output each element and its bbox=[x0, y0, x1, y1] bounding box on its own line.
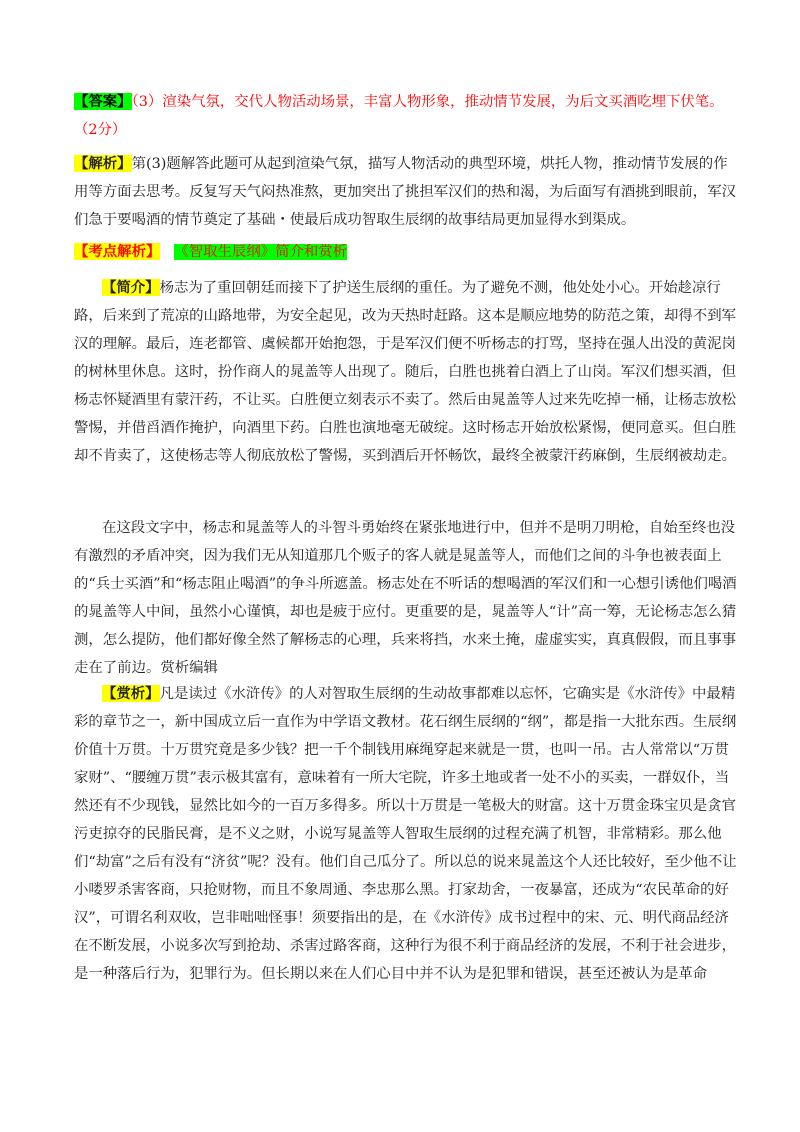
analysis-paragraph bbox=[74, 150, 738, 234]
intro-paragraph bbox=[74, 274, 738, 470]
appreciation-paragraph bbox=[74, 680, 738, 988]
answer-text: （3）渲染气氛，交代人物活动场景，丰富人物形象，推动情节发展，为后文买酒吃埋下伏笔。（2分） bbox=[74, 94, 724, 138]
analysis-text: 第(3)题解答此题可从起到渲染气氛，描写人物活动的典型环境，烘托人物，推动情节发展的作用等方面去思考。反复写天气闷热准熬，更加突出了挑担军汉们的热和渴，为后面写有酒挑到眼前，军汉们急于要喝酒的情节奠定了基础・使最后成功智取生辰纲的故事结局更加显得水到渠成。 bbox=[74, 156, 736, 228]
para2-text: 在这段文字中，杨志和晁盖等人的斗智斗勇始终在紧张地进行中，但并不是明刀明枪，自始至终也没有激烈的矛盾冲突，因为我们无从知道那几个贩子的客人就是晁盖等人，而他们之间的斗争也被表面上的“兵士买酒”和“杨志阻止喝酒”的争斗所遮盖。杨志处在不听话的想喝酒的军汉们和一心想引诱他们喝酒的晁盖等人中间，虽然小心谨慎，却也是疲于应付。更重要的是，晁盖等人“计”高一筹，无论杨志怎么猜测，怎么提防，他们都好像全然了解杨志的心理，兵来将挡，水来土掩，虚虚实实，真真假假，而且事事走在了前边。赏析编辑 bbox=[74, 520, 737, 676]
intro-text: 杨志为了重回朝廷而接下了护送生辰纲的重任。为了避免不测，他处处小心。开始趁凉行路，后来到了荒凉的山路地带，为安全起见，改为天热时赶路。这本是顺应地势的防范之策，却得不到军汉的理解。最后，连老都管、虞候都开始抱怨，于是军汉们便不听杨志的打骂，坚持在强人出没的黄泥岗的树林里休息。这时，扮作商人的晁盖等人出现了。随后，白胜也挑着白酒上了山岗。军汉们想买酒，但杨志怀疑酒里有蒙汗药，不让买。白胜便立刻表示不卖了。然后由晁盖等人过来先吃掉一桶，让杨志放松警惕，并借舀酒作掩护，向酒里下药。白胜也演地毫无破绽。这时杨志开始放松紧惕，便同意买。但白胜却不肯卖了，这使杨志等人彻底放松了警惕，买到酒后开怀畅饮，最终全被蒙汗药麻倒，生辰纲被劫走。 bbox=[74, 280, 736, 464]
analysis-body-paragraph bbox=[74, 514, 738, 682]
intro-tag: 【简介】 bbox=[102, 279, 160, 296]
kaodian-heading bbox=[74, 238, 738, 266]
kaodian-tag: 【考点解析】 bbox=[74, 243, 161, 260]
appreciation-text: 凡是读过《水浒传》的人对智取生辰纲的生动故事都难以忘怀，它确实是《水浒传》中最精彩的章节之一，新中国成立后一直作为中学语文教材。花石纲生辰纲的“纲”，都是指一大批东西。生辰纲价值十万贯。十万贯究竟是多少钱？把一千个制钱用麻绳穿起来就是一贯，也叫一吊。古人常常以“万贯家财”、“腰缠万贯”表示极其富有，意味着有一所大宅院，许多土地或者一处不小的买卖，一群奴仆，当然还有不少现钱，显然比如今的一百万多得多。所以十万贯是一笔极大的财富。这十万贯金珠宝贝是贪官污吏掠夺的民脂民膏，是不义之财，小说写晁盖等人智取生辰纲的过程充满了机智，非常精彩。那么他们“劫富”之后有没有“济贫”呢？没有。他们自己瓜分了。所以总的说来晁盖这个人还比较好，至少他不让小喽罗杀害客商，只抢财物，而且不象周通、李忠那么黑。打家劫舍，一夜暴富，还成为“农民革命的好汉”，可谓名利双收，岂非咄咄怪事！须要指出的是，在《水浒传》成书过程中的宋、元、明代商品经济在不断发展，小说多次写到抢劫、杀害过路客商，这种行为很不利于商品经济的发展，不利于社会进步，是一种落后行为，犯罪行为。但长期以来在人们心目中并不认为是犯罪和错误，甚至还被认为是革命 bbox=[74, 686, 737, 982]
answer-tag: 【答案】 bbox=[74, 93, 132, 110]
kaodian-title: 《智取生辰纲》简介和赏析 bbox=[174, 244, 348, 260]
appreciation-tag: 【赏析】 bbox=[102, 685, 160, 702]
analysis-tag: 【解析】 bbox=[74, 155, 132, 172]
answer-paragraph bbox=[74, 88, 738, 144]
